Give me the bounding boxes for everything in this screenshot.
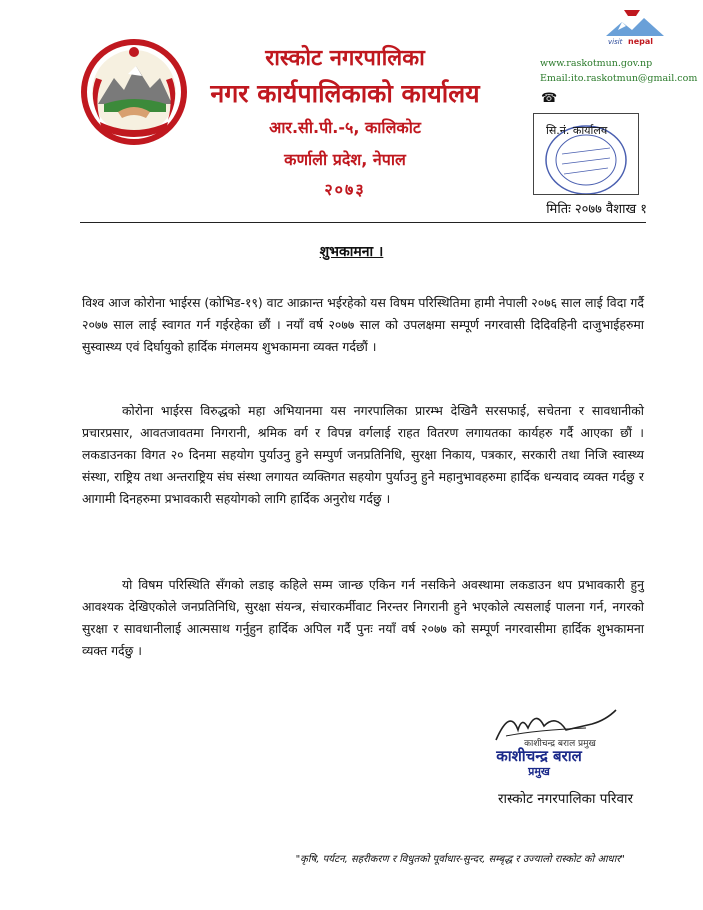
email-address[interactable]: Email:ito.raskotmun@gmail.com [540, 73, 698, 84]
footer-motto: "कृषि, पर्यटन, सहरीकरण र विधुतको पूर्वाधार-सुन्दर, सम्बृद्ध र उज्यालो रास्कोट को आधार" [295, 854, 625, 865]
government-emblem [80, 38, 188, 146]
office-stamp [533, 113, 639, 195]
signatory-handwritten-name: काशीचन्द्र बराल प्रमुख [524, 739, 596, 749]
municipality-name: रास्कोट नगरपालिका [265, 46, 425, 71]
letter-title [0, 242, 703, 261]
signatory-stamp-name: काशीचन्द्र बराल [496, 747, 582, 765]
body-paragraph: विश्व आज कोरोना भाईरस (कोभिड-१९) वाट आक्रान्त भईरहेको यस विषम परिस्थितिमा हामी नेपाली २०७६ साल लाई विदा गर्दै २०७७ साल लाई स्वागत गर्न गईरहेका छौं । नयाँ वर्ष २०७७ साल को उपलक्षमा सम्पूर्ण नगरवासी दिदिवहिनी दाजुभाईहरुमा सुस्वास्थ्य एवं दिर्घायुको हार्दिक मंगलमय शुभकामना व्यक्त गर्दछौं । [82, 295, 644, 354]
svg-text:nepal: nepal [628, 37, 653, 46]
signatory-stamp-title: प्रमुख [528, 765, 550, 778]
website-link[interactable]: www.raskotmun.gov.np [540, 58, 653, 69]
office-province: कर्णाली प्रदेश, नेपाल [284, 150, 406, 169]
document-date: मितिः २०७७ वैशाख १ [546, 202, 647, 217]
sign-off: रास्कोट नगरपालिका परिवार [497, 791, 633, 807]
body-paragraph: यो विषम परिस्थिति सँगको लडाइ कहिले सम्म जान्छ एकिन गर्न नसकिने अवस्थामा लकडाउन थप प्रभावकारी हुनु आवश्यक देखिएकोले जनप्रतिनिधि, सुरक्षा संयन्त्र, संचारकर्मीवाट निरन्तर निगरानी हुने भएकोले त्यसलाई पालना गर्न, नगरको सुरक्षा र सावधानीलाई आत्मसाथ गर्नुहुन हार्दिक अपिल गर्दै पुनः नयाँ वर्ष २०७७ को सम्पूर्ण नगरवासीमा हार्दिक शुभकामना व्यक्त गर्दछु । [82, 577, 644, 658]
header-divider [80, 222, 646, 223]
svg-text:visit: visit [608, 38, 623, 46]
body-paragraph: कोरोना भाईरस विरुद्धको महा अभियानमा यस नगरपालिका प्रारम्भ देखिनै सरसफाई, सचेतना र सावधानीको प्रचारप्रसार, आवतजावतमा निगरानी, श्रमिक वर्ग र विपन्न वर्गलाई राहत वितरण लगायतका कार्यहरु गर्दै आएका छौं । लकडाउनका विगत २० दिनमा सहयोग पुर्याउनु हुने सम्पुर्ण जनप्रतिनिधि, सुरक्षा निकाय, पत्रकार, सरकारी तथा निजि स्वास्थ्य संस्था, राष्ट्रिय तथा अन्तराष्ट्रिय संघ संस्था लगायत व्यक्तिगत सहयोग पुर्याउनु हुने महानुभावहरुमा हार्दिक धन्यवाद व्यक्त गर्दछु र आगामी दिनहरुमा प्रभावकारी सहयोगको लागि हार्दिक अनुरोध गर्दछु । [82, 403, 644, 506]
office-year: २०७३ [324, 180, 366, 199]
stamp-label: सि.नं. कार्यालय [546, 124, 608, 137]
office-address: आर.सी.पी.-५, कालिकोट [269, 118, 421, 137]
visit-nepal-logo [598, 8, 672, 48]
telephone-icon: ☎ [541, 91, 558, 106]
letter-title-text: शुभकामना । [319, 244, 384, 260]
office-name: नगर कार्यपालिकाको कार्यालय [210, 79, 480, 108]
